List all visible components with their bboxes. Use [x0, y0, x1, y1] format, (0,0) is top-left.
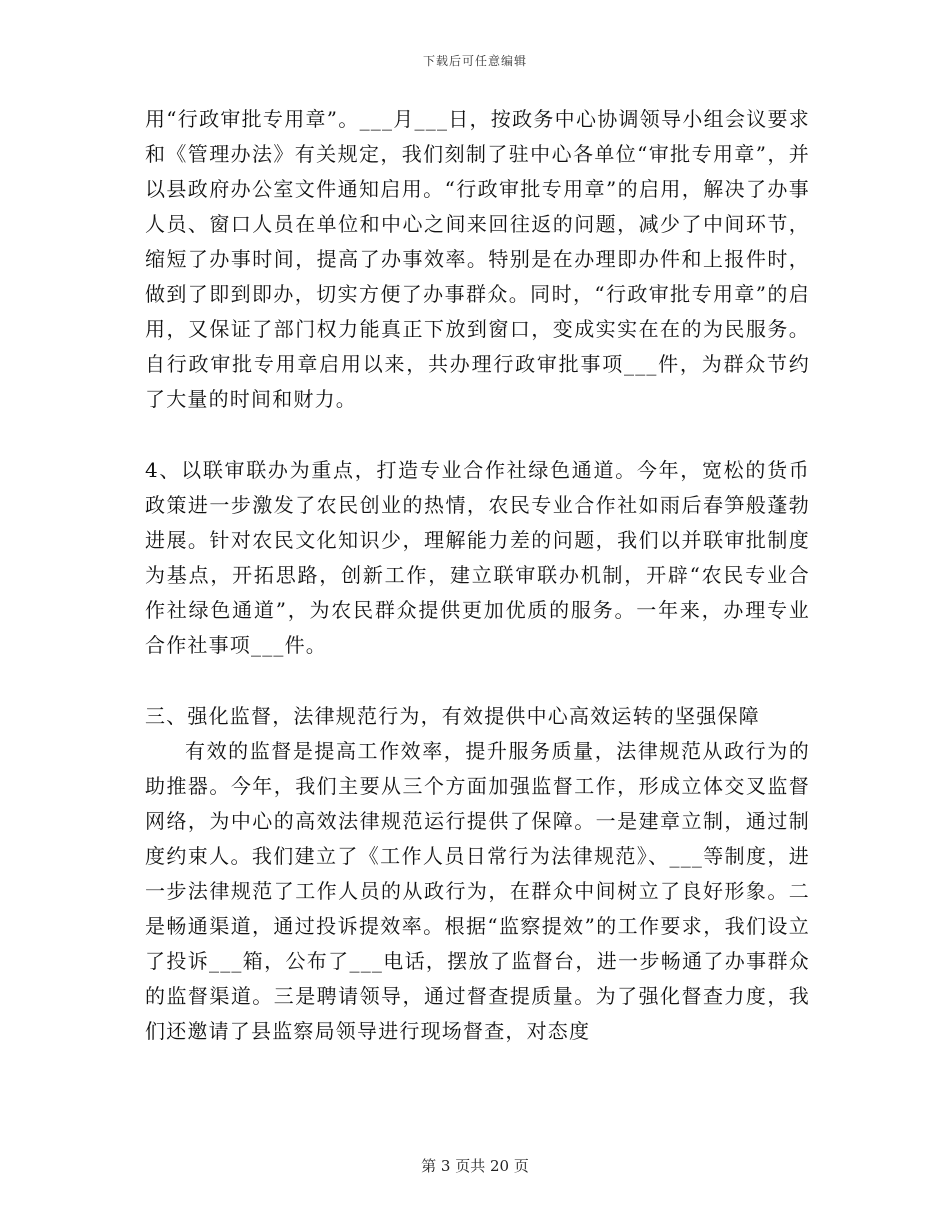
page-footer: 第 3 页共 20 页 [421, 1157, 529, 1175]
document-body [145, 102, 810, 1049]
paragraph-seal-usage: 用“行政审批专用章”。___月___日，按政务中心协调领导小组会议要求和《管理办法》有关规定，我们刻制了驻中心各单位“审批专用章”，并以县政府办公室文件通知启用。“行政审批专用章”的启用，解决了办事人员、窗口人员在单位和中心之间来回往返的问题，减少了中间环节，缩短了办事时间，提高了办事效率。特别是在办理即办件和上报件时，做到了即到即办，切实方便了办事群众。同时，“行政审批专用章”的启用，又保证了部门权力能真正下放到窗口，变成实实在在的为民服务。自行政审批专用章启用以来，共办理行政审批事项___件，为群众节约了大量的时间和财力。 [145, 107, 810, 411]
page-header: 下载后可任意编辑 [422, 54, 527, 68]
paragraph-gap [145, 663, 810, 699]
paragraph-cooperative-channel: 4、以联审联办为重点，打造专业合作社绿色通道。今年，宽松的货币政策进一步激发了农民创业的热情，农民专业合作社如雨后春笋般蓬勃进展。针对农民文化知识少，理解能力差的问题，我们以并联审批制度为基点，开拓思路，创新工作，建立联审联办机制，开辟“农民专业合作社绿色通道”，为农民群众提供更加优质的服务。一年来，办理专业合作社事项___件。 [145, 458, 810, 657]
paragraph-supervision: 有效的监督是提高工作效率，提升服务质量，法律规范从政行为的助推器。今年，我们主要从三个方面加强监督工作，形成立体交叉监督网络，为中心的高效法律规范运行提供了保障。一是建章立制，通过制度约束人。我们建立了《工作人员日常行为法律规范》、___等制度，进一步法律规范了工作人员的从政行为，在群众中间树立了良好形象。二是畅通渠道，通过投诉提效率。根据“监察提效”的工作要求，我们设立了投诉___箱，公布了___电话，摆放了监督台，进一步畅通了办事群众的监督渠道。三是聘请领导，通过督查提质量。为了强化督查力度，我们还邀请了县监察局领导进行现场督查，对态度 [145, 739, 810, 1043]
paragraph-gap [145, 417, 810, 453]
section-heading-supervision: 三、强化监督，法律规范行为，有效提供中心高效运转的坚强保障 [145, 704, 760, 728]
